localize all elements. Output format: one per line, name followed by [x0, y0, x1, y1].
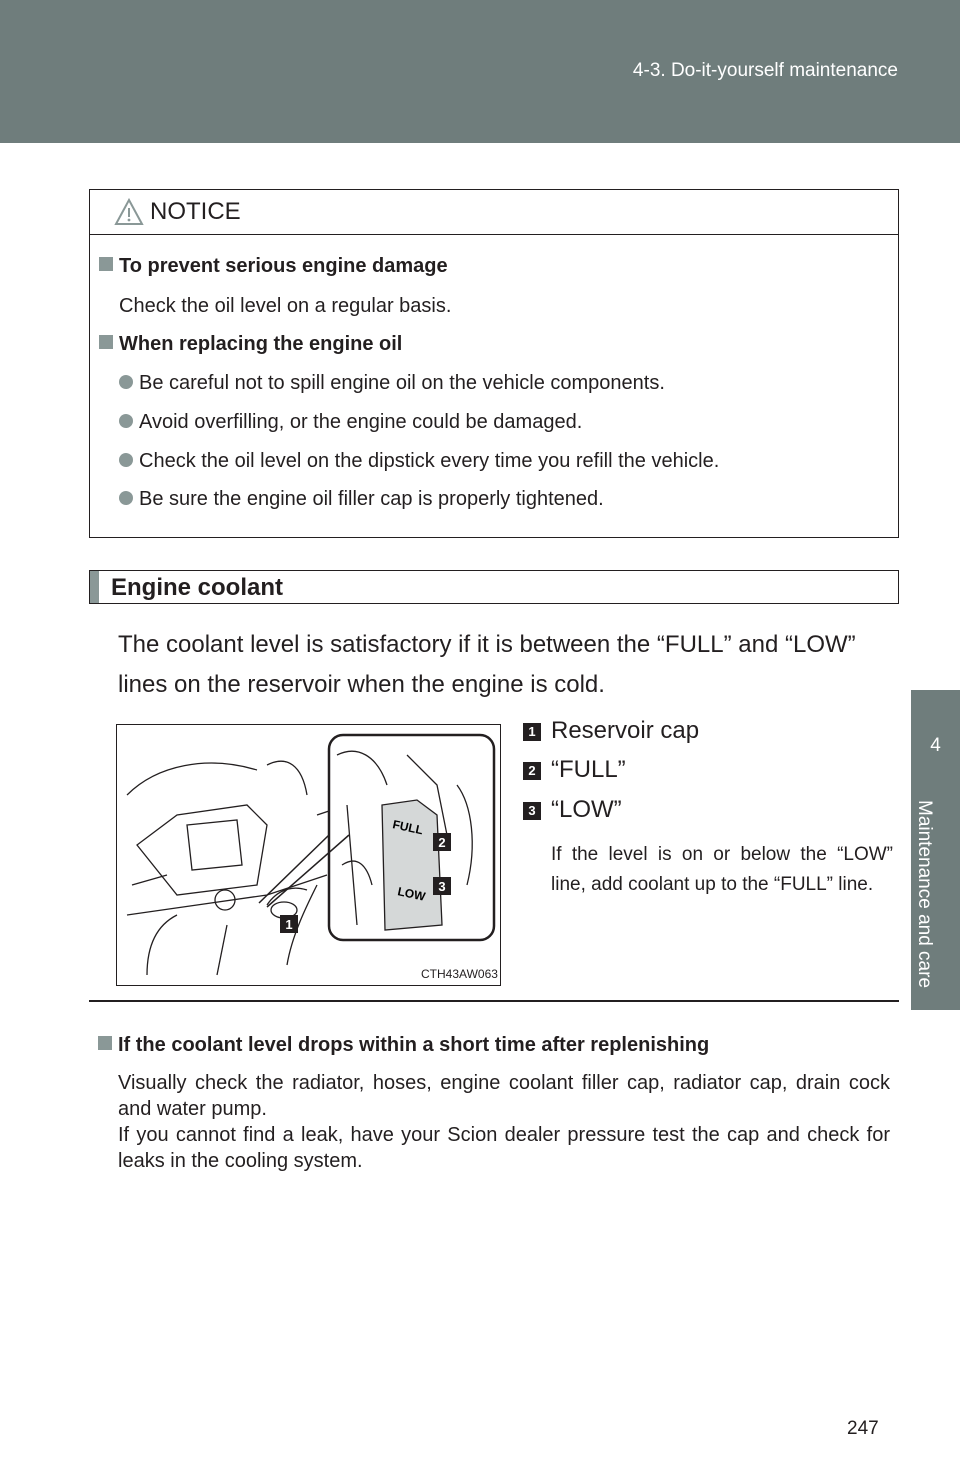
notice-heading-2: When replacing the engine oil [99, 333, 402, 356]
info-paragraph-1: Visually check the radiator, hoses, engine coolant filler cap, radiator cap, drain cock and water pump. [118, 1072, 890, 1120]
legend-item: 2 “FULL” [523, 756, 626, 784]
section-breadcrumb: 4-3. Do-it-yourself maintenance [632, 60, 898, 81]
square-bullet-icon [99, 257, 113, 271]
notice-bullet: Check the oil level on the dipstick every time you refill the vehicle. [119, 450, 719, 473]
notice-heading-1: To prevent serious engine damage [99, 255, 448, 278]
notice-box [89, 189, 899, 538]
page-header [0, 0, 960, 143]
callout-2: 2 [438, 835, 446, 850]
notice-text-1: Check the oil level on a regular basis. [119, 295, 452, 317]
section-grip [90, 571, 99, 603]
warning-icon [114, 198, 144, 226]
legend-item: 1 Reservoir cap [523, 717, 699, 745]
section-heading-bar [89, 570, 899, 604]
divider [89, 1000, 899, 1002]
section-title: Engine coolant [111, 574, 284, 601]
chapter-number: 4 [930, 735, 941, 756]
info-paragraph-2: If you cannot find a leak, have your Scion dealer pressure test the cap and check for leaks in the cooling system. [118, 1124, 890, 1172]
figure-code: CTH43AW063 [421, 967, 498, 981]
notice-bullet: Be careful not to spill engine oil on the vehicle components. [119, 372, 665, 395]
legend-note: If the level is on or below the “LOW” line, add coolant up to the “FULL” line. [551, 844, 893, 895]
square-bullet-icon [99, 335, 113, 349]
notice-bullet: Avoid overfilling, or the engine could be damaged. [119, 411, 582, 434]
engine-illustration [117, 725, 500, 985]
low-mark-text: LOW [396, 884, 427, 904]
page-number: 247 [847, 1418, 879, 1439]
round-bullet-icon [119, 453, 133, 467]
legend-item: 3 “LOW” [523, 796, 622, 824]
engine-coolant-figure [116, 724, 501, 986]
notice-bullet: Be sure the engine oil filler cap is properly tightened. [119, 488, 604, 511]
callout-1: 1 [285, 917, 293, 932]
chapter-label: Maintenance and care [914, 800, 935, 989]
notice-title: NOTICE [150, 198, 241, 225]
round-bullet-icon [119, 491, 133, 505]
callout-3: 3 [438, 879, 446, 894]
round-bullet-icon [119, 375, 133, 389]
info-text [118, 1070, 890, 1174]
full-mark-text: FULL [391, 817, 425, 838]
section-intro: The coolant level is satisfactory if it is between the “FULL” and “LOW” lines on the reservoir when the engine is cold. [118, 631, 856, 698]
round-bullet-icon [119, 414, 133, 428]
notice-header [90, 190, 898, 235]
info-heading: If the coolant level drops within a short time after replenishing [98, 1034, 709, 1057]
square-bullet-icon [98, 1036, 112, 1050]
